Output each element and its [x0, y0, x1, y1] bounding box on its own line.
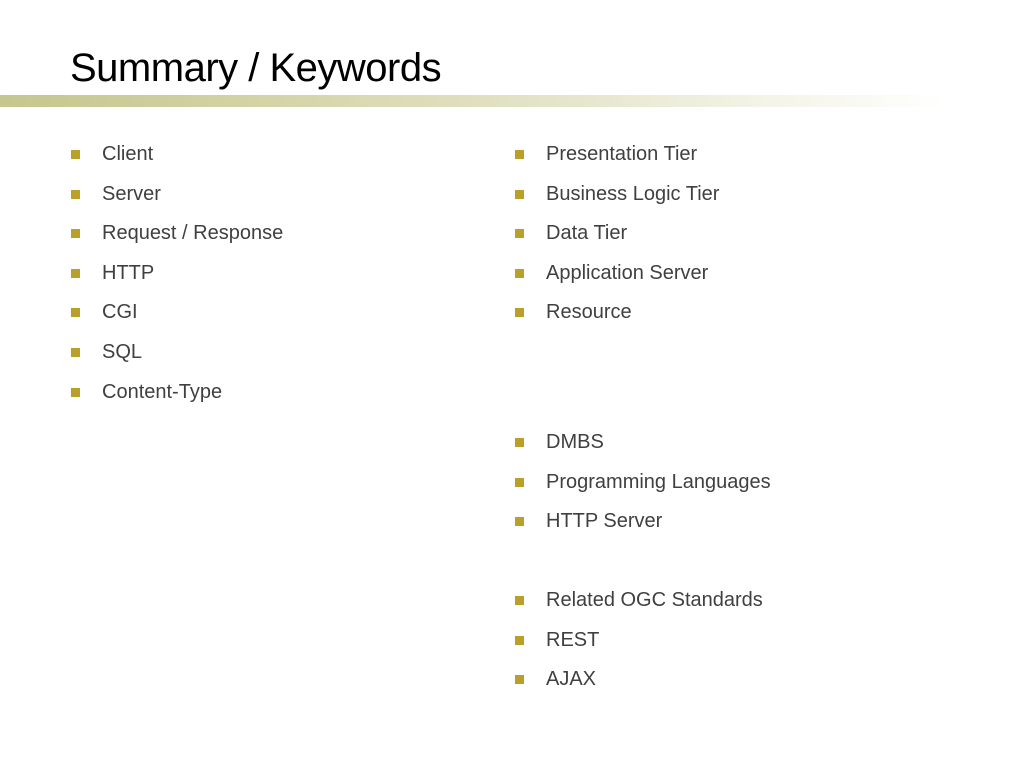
- square-bullet-icon: [71, 150, 80, 159]
- list-item-label: Application Server: [546, 261, 709, 284]
- list-item-label: SQL: [102, 340, 143, 363]
- list-item-label: Client: [102, 143, 154, 165]
- title-underline-bar: [0, 95, 945, 107]
- list-item-label: REST: [546, 628, 600, 651]
- list-item-label: Data Tier: [546, 222, 628, 245]
- list-item-label: Server: [102, 182, 161, 205]
- square-bullet-icon: [515, 596, 524, 605]
- square-bullet-icon: [515, 150, 524, 159]
- square-bullet-icon: [71, 269, 80, 278]
- square-bullet-icon: [71, 229, 80, 238]
- square-bullet-icon: [71, 190, 80, 199]
- square-bullet-icon: [515, 636, 524, 645]
- list-item-label: Business Logic Tier: [546, 182, 720, 205]
- list-item-label: AJAX: [546, 668, 597, 691]
- list-item-label: Related OGC Standards: [546, 589, 763, 611]
- list-item-label: Request / Response: [102, 222, 284, 245]
- square-bullet-icon: [515, 438, 524, 447]
- list-item-label: HTTP: [102, 261, 155, 284]
- square-bullet-icon: [71, 348, 80, 357]
- square-bullet-icon: [515, 517, 524, 526]
- list-item-label: Content-Type: [102, 380, 223, 403]
- list-item-label: Presentation Tier: [546, 143, 698, 165]
- square-bullet-icon: [515, 190, 524, 199]
- square-bullet-icon: [515, 269, 524, 278]
- list-item-label: Programming Languages: [546, 470, 771, 493]
- square-bullet-icon: [515, 478, 524, 487]
- square-bullet-icon: [71, 308, 80, 317]
- square-bullet-icon: [515, 229, 524, 238]
- list-item-label: DMBS: [546, 431, 604, 453]
- list-item-label: CGI: [102, 301, 138, 324]
- square-bullet-icon: [71, 388, 80, 397]
- list-item-label: Resource: [546, 301, 632, 324]
- square-bullet-icon: [515, 675, 524, 684]
- list-item-label: HTTP Server: [546, 510, 663, 533]
- slide-title: Summary / Keywords: [70, 46, 442, 90]
- square-bullet-icon: [515, 308, 524, 317]
